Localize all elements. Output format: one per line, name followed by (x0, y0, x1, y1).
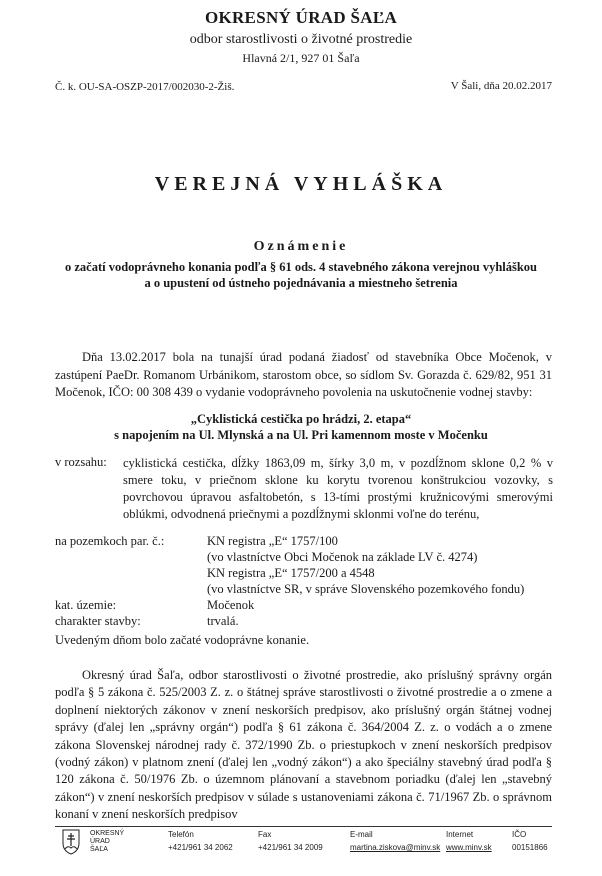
office-department: odbor starostlivosti o životné prostredie (189, 32, 413, 47)
character-label: charakter stavby: (55, 614, 141, 628)
footer-office-line2: ÚRAD (90, 838, 110, 845)
office-name: OKRESNÝ ÚRAD ŠAĽA (204, 8, 398, 27)
footer-ico-label: IČO (512, 830, 527, 839)
notice-subtitle-line1: o začatí vodoprávneho konania podľa § 61 ods. 4 stavebného zákona verejnou vyhláškou (64, 260, 538, 274)
footer-office-name (90, 830, 124, 854)
parcels-label: na pozemkoch par. č.: (55, 534, 165, 548)
footer-phone-value: +421/961 34 2062 (168, 843, 233, 852)
cadastre-label: kat. územie: (55, 598, 117, 612)
parcels-line4: (vo vlastníctve SR, v správe Slovenského pozemkového fondu) (207, 582, 525, 596)
footer-internet-label: Internet (446, 830, 474, 839)
parcels-line1: KN registra „E“ 1757/100 (207, 534, 338, 548)
parcels-line2: (vo vlastníctve Obci Močenok na základe LV č. 4274) (207, 550, 478, 564)
footer-email-link[interactable]: martina.ziskova@minv.sk (350, 843, 441, 852)
character-value: trvalá. (207, 614, 239, 628)
cadastre-value: Močenok (207, 598, 255, 612)
application-paragraph: Dňa 13.02.2017 bola na tunajší úrad podaná žiadosť od stavebníka Obce Močenok, v zastúpení PaeDr. Romanom Urbánikom, starostom obce, so sídlom Sv. Gorazda č. 629/82, 951 31 Močenok, IČO: 00 308 439 o vydanie vodoprávneho povolenia na uskutočnenie vodnej stavby: (55, 350, 552, 399)
footer-fax-label: Fax (258, 830, 272, 839)
footer-office-line1: OKRESNÝ (90, 830, 125, 837)
authority-paragraph: Okresný úrad Šaľa, odbor starostlivosti o životné prostredie, ako príslušný správny orgán podľa § 5 zákona č. 525/2003 Z. z. o štátnej správe starostlivosti o životné prostredie a o zmene a doplnení niektorých zákonov v znení neskorších predpisov, ako príslušný orgán štátnej vodnej správy (ďalej len „správny orgán“) podľa § 61 zákona č. 364/2004 Z. z. o vodách a o zmene zákona Slovenskej národnej rady č. 372/1990 Zb. o priestupkoch v znení neskorších predpisov (vodný zákon) v platnom znení (ďalej len „vodný zákon“) a ako špeciálny stavebný úrad podľa § 120 zákona č. 50/1976 Zb. o územnom plánovaní a stavebnom poriadku (ďalej len „stavebný zákon“) v znení neskorších predpisov v súlade s ustanoveniami zákona č. 71/1967 Zb. o správnom konaní v znení neskorších predpisov (55, 668, 552, 822)
slovak-coat-of-arms-icon (62, 829, 80, 855)
footer-email-label: E-mail (350, 830, 373, 839)
notice-heading: Oznámenie (253, 239, 349, 254)
footer-ico-value: 00151866 (512, 843, 548, 852)
scope-label: v rozsahu: (55, 455, 107, 469)
proceedings-started-paragraph: Uvedeným dňom bolo začaté vodoprávne konanie. (55, 633, 310, 647)
footer-fax-value: +421/961 34 2009 (258, 843, 323, 852)
footer-divider (55, 826, 552, 827)
scope-text: cyklistická cestička, dĺžky 1863,09 m, šírky 3,0 m, v pozdĺžnom sklone 0,2 % v smere toku, v priečnom sklone ku korytu tvorenou konštrukciou vozovky, s povrchovou úpravou asfaltobetón, s 13-tími prostými kružnicovými smerovými oblúkmi, odvodnená priečnymi a pozdĺžnymi sklonmi voľne do terénu, (123, 456, 553, 521)
office-address: Hlavná 2/1, 927 01 Šaľa (242, 51, 360, 65)
project-title-line2: s napojením na Ul. Mlynská a na Ul. Pri kamennom moste v Močenku (114, 428, 488, 442)
document-title: VEREJNÁ VYHLÁŠKA (154, 173, 448, 195)
footer-phone-label: Telefón (168, 830, 194, 839)
project-title-line1: „Cyklistická cestička po hrádzi, 2. etapa“ (190, 412, 412, 426)
footer-office-line3: ŠAĽA (90, 846, 108, 853)
place-date: V Šali, dňa 20.02.2017 (450, 80, 552, 92)
notice-subtitle-line2: a o upustení od ústneho pojednávania a miestneho šetrenia (144, 276, 458, 290)
reference-number: Č. k. OU-SA-OSZP-2017/002030-2-Žiš. (55, 81, 235, 93)
footer-internet-link[interactable]: www.minv.sk (446, 843, 492, 852)
parcels-line3: KN registra „E“ 1757/200 a 4548 (207, 566, 375, 580)
